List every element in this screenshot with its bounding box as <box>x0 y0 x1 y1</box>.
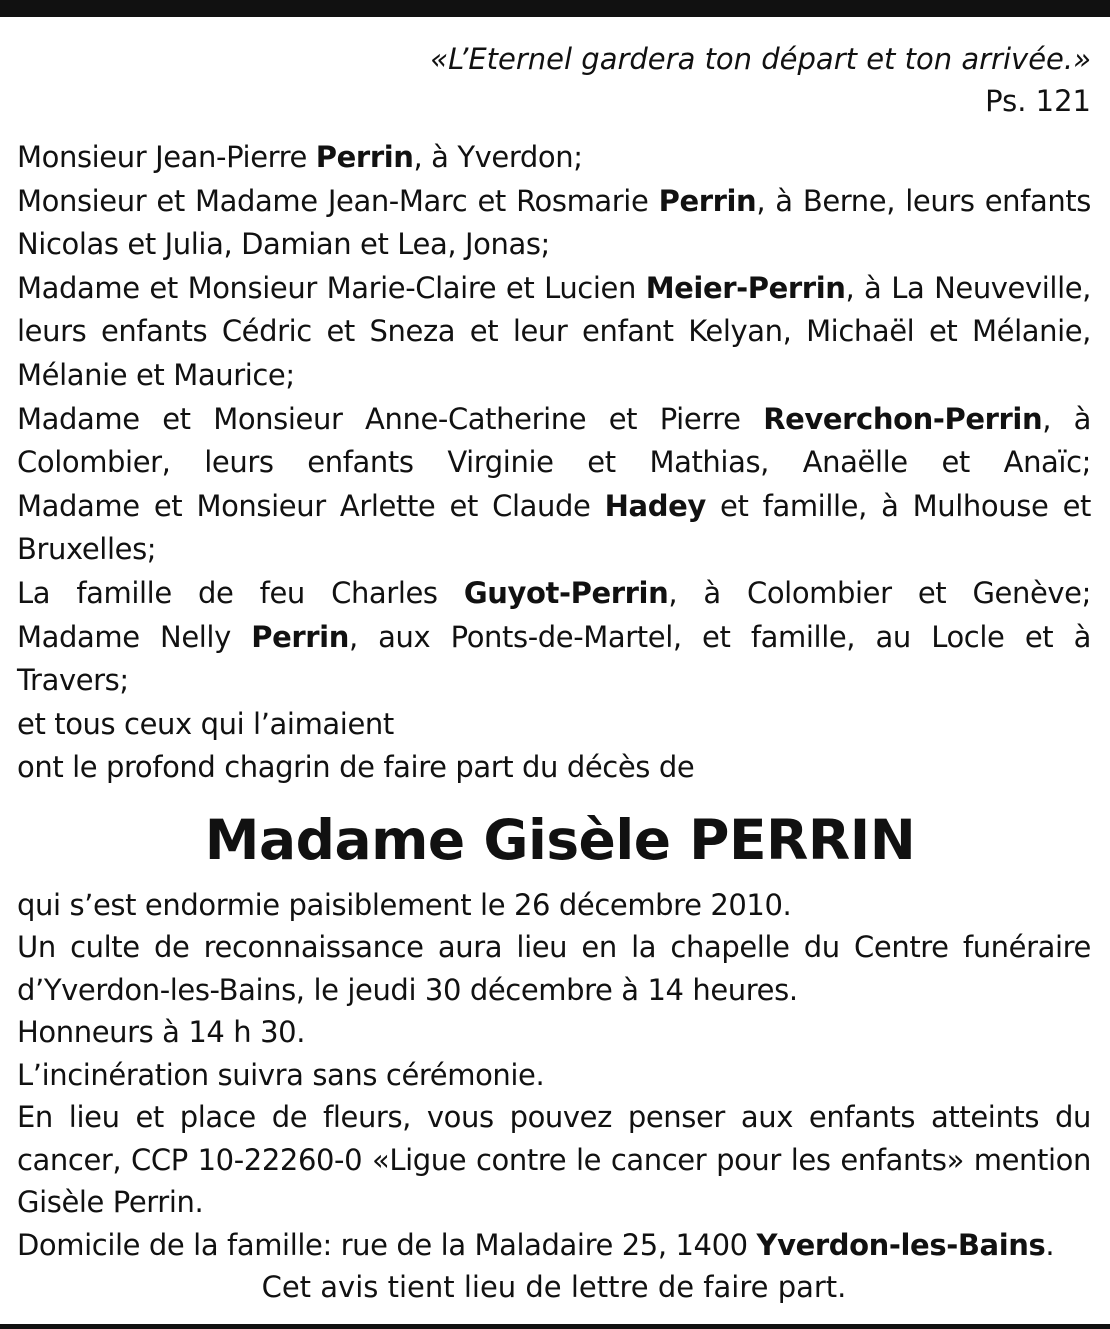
ceremony-line: Un culte de reconnaissance aura lieu en la chapelle du Centre funéraire d’Yverdon-les-Bains, le jeudi 30 décembre à 14 heures. <box>17 930 1091 1007</box>
mourner-entry: Monsieur Jean-Pierre Perrin, à Yverdon; <box>17 140 583 174</box>
honours-line: Honneurs à 14 h 30. <box>17 1015 306 1050</box>
bottom-rule <box>0 1324 1110 1329</box>
announcement-line: ont le profond chagrin de faire part du décès de <box>17 750 695 785</box>
donation-line: En lieu et place de fleurs, vous pouvez penser aux enfants atteints du cancer, CCP 10-22260-0 «Ligue contre le cancer pour les enfants» mention Gisèle Perrin. <box>17 1100 1091 1220</box>
passing-line: qui s’est endormie paisiblement le 26 décembre 2010. <box>17 887 792 922</box>
domicile-city: Yverdon-les-Bains <box>756 1227 1046 1262</box>
closing-note: Cet avis tient lieu de lettre de faire part. <box>261 1270 847 1305</box>
bible-verse: «L’Eternel gardera ton départ et ton arrivée.» <box>430 42 1091 76</box>
mourner-entry: La famille de feu Charles Guyot-Perrin, à Colombier et Genève; <box>17 575 1091 610</box>
mourner-surname: Reverchon-Perrin <box>763 401 1043 436</box>
mourner-entry: Madame et Monsieur Marie-Claire et Lucien Meier-Perrin, à La Neuveville, leurs enfants Cédric et Sneza et leur enfant Kelyan, Michaël et Mélanie, Mélanie et Maurice; <box>17 270 1091 392</box>
mourner-surname: Perrin <box>315 140 414 174</box>
cremation-line: L’incinération suivra sans cérémonie. <box>17 1057 545 1092</box>
mourner-surname: Perrin <box>658 183 757 218</box>
mourner-surname: Meier-Perrin <box>645 270 846 305</box>
mourner-surname: Hadey <box>604 488 706 523</box>
closing-family-line: et tous ceux qui l’aimaient <box>17 706 394 741</box>
mourner-entry: Madame Nelly Perrin, aux Ponts-de-Martel, et famille, au Locle et à Travers; <box>17 619 1091 698</box>
mourner-entry: Monsieur et Madame Jean-Marc et Rosmarie Perrin, à Berne, leurs enfants Nicolas et Julia, Damian et Lea, Jonas; <box>17 183 1091 262</box>
mourner-entry: Madame et Monsieur Arlette et Claude Hadey et famille, à Mulhouse et Bruxelles; <box>17 488 1091 567</box>
mourner-entry: Madame et Monsieur Anne-Catherine et Pierre Reverchon-Perrin, à Colombier, leurs enfants Virginie et Mathias, Anaëlle et Anaïc; <box>17 401 1091 480</box>
verse-reference: Ps. 121 <box>985 84 1091 118</box>
mourner-surname: Perrin <box>251 619 349 654</box>
domicile-line: Domicile de la famille: rue de la Maladaire 25, 1400 Yverdon-les-Bains. <box>17 1227 1055 1262</box>
mourner-surname: Guyot-Perrin <box>463 575 669 610</box>
death-notice <box>17 37 1091 1308</box>
top-rule <box>0 0 1110 17</box>
deceased-name: Madame Gisèle PERRIN <box>204 807 916 872</box>
funeral-details <box>17 884 1091 1267</box>
mourners-list <box>17 136 1091 790</box>
